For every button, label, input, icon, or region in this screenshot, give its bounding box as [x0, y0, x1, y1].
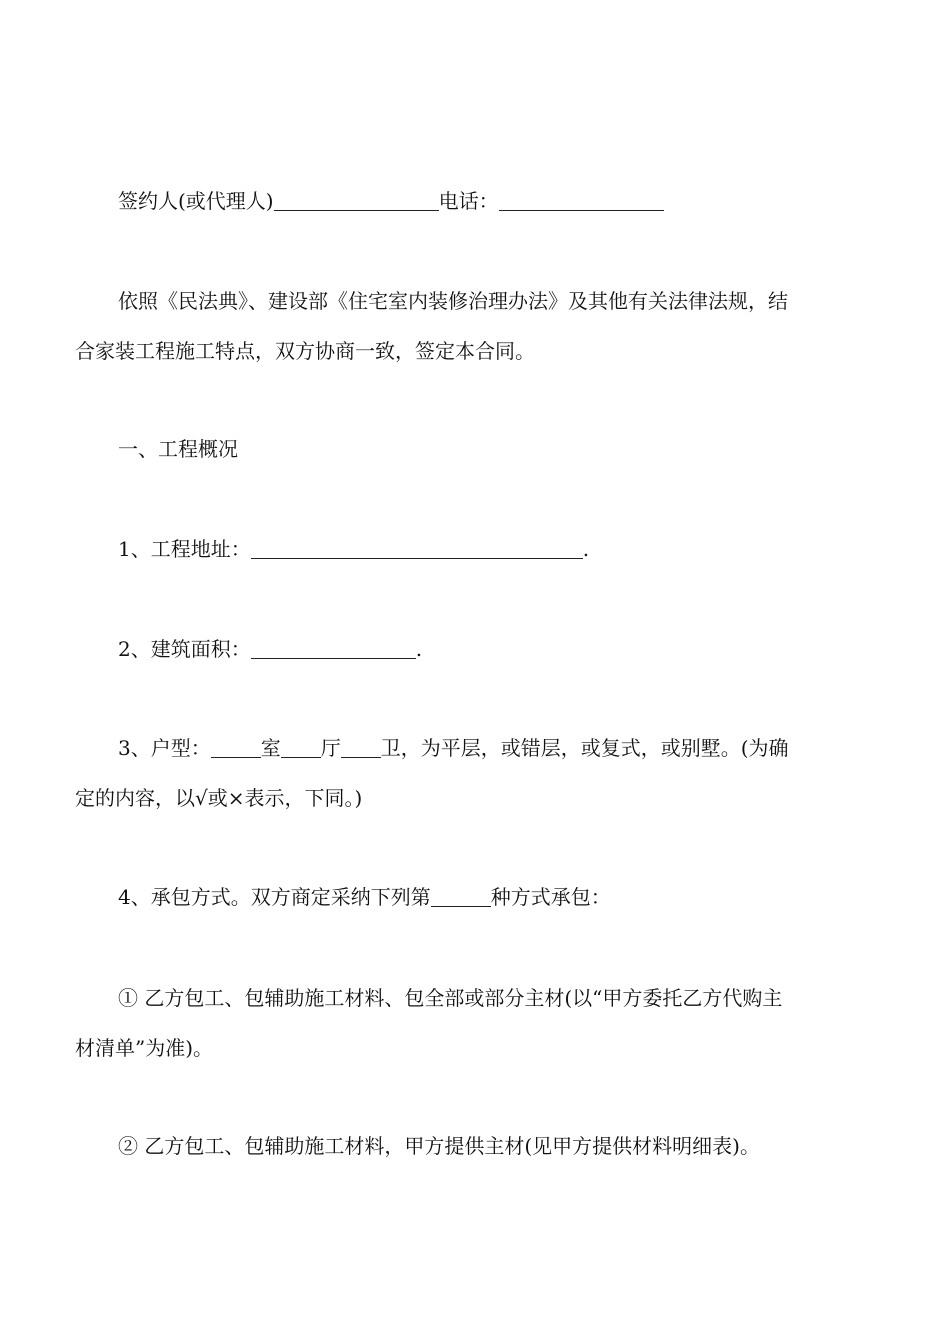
contract-method-label: 4、承包方式。双方商定采纳下列第	[118, 885, 431, 909]
address-suffix: .	[582, 537, 590, 561]
intro-paragraph	[75, 276, 877, 376]
contract-method-suffix: 种方式承包：	[490, 885, 611, 909]
hall-blank	[281, 737, 321, 758]
item-unit-type	[75, 723, 877, 823]
area-label: 2、建筑面积：	[118, 637, 251, 661]
item-contract-method	[75, 872, 877, 922]
bath-blank	[341, 737, 381, 758]
bath-label: 卫	[380, 736, 401, 760]
intro-line-1: 依照《民法典》、建设部《住宅室内装修治理办法》及其他有关法律法规，结	[118, 289, 788, 313]
area-blank	[251, 638, 416, 659]
intro-line-2: 合家装工程施工特点，双方协商一致，签定本合同。	[75, 339, 535, 363]
option-1-line-1: ① 乙方包工、包辅助施工材料、包全部或部分主材(以“甲方委托乙方代购主	[118, 986, 783, 1010]
address-blank	[251, 538, 583, 559]
phone-blank	[499, 190, 664, 211]
signatory-blank	[274, 190, 439, 211]
unit-type-rest: ，为平层，或错层，或复式，或别墅。(为确	[400, 736, 789, 760]
hall-label: 厅	[320, 736, 341, 760]
phone-label: 电话：	[438, 189, 499, 213]
signatory-label: 签约人(或代理人)	[118, 189, 274, 213]
option-1-paragraph	[75, 973, 877, 1073]
room-label: 室	[260, 736, 281, 760]
contract-method-blank	[431, 886, 491, 907]
item-project-address	[75, 524, 877, 574]
section-heading-overview: 一、工程概况	[118, 437, 238, 461]
address-label: 1、工程地址：	[118, 537, 251, 561]
unit-type-line-1	[75, 723, 877, 773]
unit-type-label: 3、户型：	[118, 736, 211, 760]
room-blank	[211, 737, 261, 758]
option-2-paragraph: ② 乙方包工、包辅助施工材料，甲方提供主材(见甲方提供材料明细表)。	[118, 1134, 760, 1158]
area-suffix: .	[415, 637, 423, 661]
item-building-area	[75, 624, 877, 674]
unit-type-line-2: 定的内容，以√或×表示，下同。)	[75, 786, 363, 810]
signatory-line	[75, 176, 877, 226]
option-1-line-2: 材清单”为准)。	[75, 1036, 214, 1060]
